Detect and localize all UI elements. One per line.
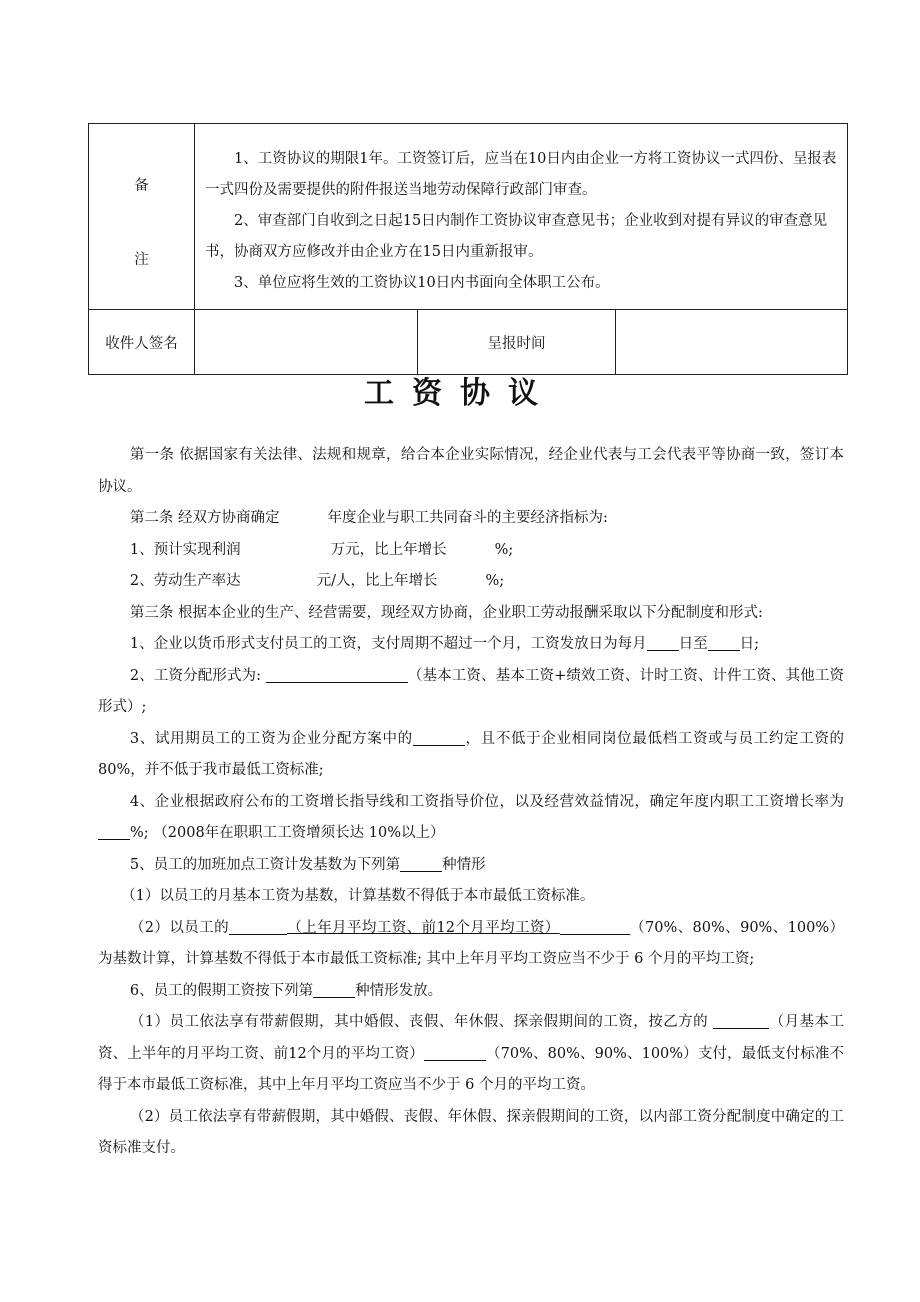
holiday-pay-text: 6、员工的假期工资按下列第 (129, 982, 314, 999)
article-3-item-2 (98, 661, 844, 724)
holiday-case-blank[interactable] (313, 981, 355, 998)
overtime-base-blank[interactable] (229, 918, 287, 935)
notes-label-top: 备 (134, 178, 149, 194)
agreement-body (98, 440, 844, 1165)
profit-growth-label: 万元，比上年增长 (330, 541, 447, 558)
article-2 (98, 503, 844, 535)
overtime-base-options: （上年月平均工资、前12个月平均工资） (286, 919, 560, 936)
article-2-text-end: 年度企业与职工共同奋斗的主要经济指标为: (327, 510, 608, 526)
probation-text: 3、试用期员工的工资为企业分配方案中的 (129, 730, 413, 747)
wage-form-blank[interactable] (266, 666, 408, 683)
overtime-option-1: （1）以员工的月基本工资为基数，计算基数不得低于本市最低工资标准。 (121, 888, 595, 904)
profit-percent: %; (494, 541, 514, 558)
pay-day-start-blank[interactable] (647, 634, 679, 651)
article-2-item-1 (98, 535, 844, 567)
notes-label-cell (89, 124, 195, 310)
article-3-item-5 (98, 850, 844, 882)
holiday-ratio-blank[interactable] (424, 1044, 486, 1061)
holiday-option-1 (98, 1007, 844, 1102)
article-3-item-6 (98, 976, 844, 1008)
submit-time-label: 呈报时间 (418, 310, 616, 375)
probation-blank[interactable] (413, 729, 465, 746)
probation-text-end: ，且不低于企业相同岗位最低档工资或与员工约定工资的 80%，并不低于我市最低工资标准; (98, 730, 845, 778)
overtime-option-2 (98, 913, 844, 976)
notes-label-bottom: 注 (134, 252, 149, 268)
overtime-case-blank[interactable] (400, 855, 442, 872)
wage-form-options: （基本工资、基本工资+绩效工资、计时工资、计件工资、其他工资形式）; (98, 667, 844, 715)
holiday-option-2: （2）员工依法享有带薪假期，其中婚假、丧假、年休假、探亲假期间的工资，以内部工资分配制度中确定的工资标准支付。 (98, 1108, 844, 1156)
holiday-pay-text-end: 种情形发放。 (355, 982, 443, 999)
note-item-3: 3、单位应将生效的工资协议10日内书面向全体职工公布。 (234, 275, 610, 291)
profit-label: 1、预计实现利润 (129, 541, 241, 558)
overtime-option-2-text: （2）以员工的 (129, 919, 229, 936)
receiver-signature-field[interactable] (195, 310, 418, 375)
filing-notes-table (88, 123, 848, 375)
holiday-base-options: （月基本工资、上半年的月平均工资、前12个月的平均工资） (98, 1014, 844, 1062)
overtime-ratio-blank[interactable] (560, 918, 630, 935)
wage-form-label: 2、工资分配形式为: (129, 667, 262, 684)
holiday-option-1-text: （1）员工依法享有带薪假期，其中婚假、丧假、年休假、探亲假期间的工资，按乙方的 (129, 1014, 709, 1030)
pay-day-end-blank[interactable] (708, 634, 740, 651)
document-title: 工资协议 (364, 376, 556, 411)
article-3: 第三条 根据本企业的生产、经营需要，现经双方协商，企业职工劳动报酬采取以下分配制度和形式: (129, 604, 763, 621)
growth-rate-text: 4、企业根据政府公布的工资增长指导线和工资指导价位，以及经营效益情况，确定年度内职工工资增长率为 (129, 793, 844, 810)
article-3-item-4 (98, 787, 844, 850)
article-2-item-2 (98, 566, 844, 598)
receiver-signature-label: 收件人签名 (89, 310, 195, 375)
overtime-option-2-text-end: （70%、80%、90%、100%）为基数计算，计算基数不得低于本市最低工资标准; 其中上年月平均工资应当不少于 6 个月的平均工资; (98, 919, 844, 967)
growth-rate-blank[interactable] (98, 823, 130, 840)
growth-rate-text-end: %; （2008年在职职工工资增须长达 10%以上） (130, 825, 445, 841)
notes-content-cell (195, 124, 848, 310)
holiday-option-1-text-end: （70%、80%、90%、100%）支付，最低支付标准不得于本市最低工资标准，其中上年月平均工资应当不少于 6 个月的平均工资。 (98, 1045, 845, 1093)
note-item-2: 2、审查部门自收到之日起15日内制作工资协议审查意见书；企业收到对提有异议的审查意见书，协商双方应修改并由企业方在15日内重新报审。 (205, 213, 828, 260)
overtime-text-end: 种情形 (442, 856, 486, 873)
pay-day-suffix: 日; (739, 636, 760, 652)
holiday-base-blank[interactable] (713, 1012, 769, 1029)
note-item-1: 1、工资协议的期限1年。工资签订后，应当在10日内由企业一方将工资协议一式四份、呈报表一式四份及需要提供的附件报送当地劳动保障行政部门审查。 (205, 151, 837, 198)
article-3-item-1 (98, 629, 844, 661)
pay-day-text: 1、企业以货币形式支付员工的工资，支付周期不超过一个月，工资发放日为每月 (129, 636, 647, 652)
article-3-item-3 (98, 724, 844, 787)
productivity-growth-label: 元/人，比上年增长 (316, 573, 438, 589)
pay-day-to: 日至 (678, 636, 708, 652)
article-2-text: 第二条 经双方协商确定 (129, 510, 280, 526)
overtime-text: 5、员工的加班加点工资计发基数为下列第 (129, 856, 401, 873)
article-1: 第一条 依据国家有关法律、法规和规章，给合本企业实际情况，经企业代表与工会代表平等协商一致，签订本协议。 (98, 447, 844, 495)
productivity-label: 2、劳动生产率达 (129, 573, 241, 589)
submit-time-field[interactable] (616, 310, 848, 375)
productivity-percent: %; (485, 573, 505, 589)
